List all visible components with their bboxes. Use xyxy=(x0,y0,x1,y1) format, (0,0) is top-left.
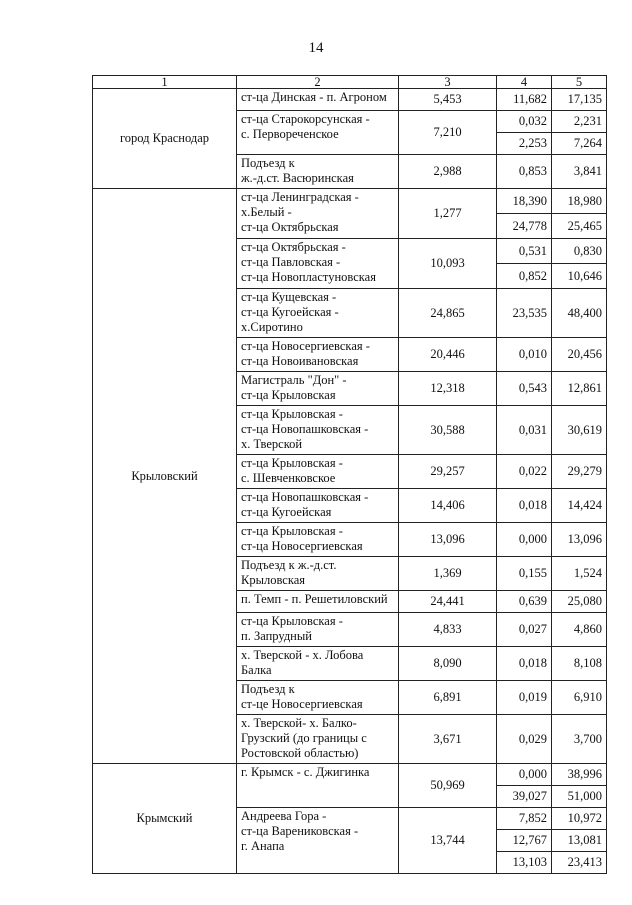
road-name-cell xyxy=(237,489,399,523)
road-name-line: х.Сиротино xyxy=(241,320,303,334)
road-name-line: ст-ца Крыловская - xyxy=(241,407,343,421)
region-cell: Крымский xyxy=(93,764,237,874)
table-row xyxy=(93,189,607,214)
road-name-line: ст-ца Динская - п. Агроном xyxy=(241,90,387,104)
column-header: 4 xyxy=(497,76,552,89)
length-cell: 24,441 xyxy=(399,591,497,613)
road-name-cell xyxy=(237,455,399,489)
km-start-cell: 0,029 xyxy=(497,715,552,764)
road-name-line: с. Шевченковское xyxy=(241,471,336,485)
km-start-cell: 0,000 xyxy=(497,523,552,557)
length-cell: 13,096 xyxy=(399,523,497,557)
road-name-line: Балка xyxy=(241,663,272,677)
road-name-cell xyxy=(237,406,399,455)
km-start-cell: 13,103 xyxy=(497,852,552,874)
length-cell: 10,093 xyxy=(399,239,497,289)
km-start-cell: 0,032 xyxy=(497,111,552,133)
road-name-line: ст-ца Новопашковская - xyxy=(241,422,369,436)
road-name-line: ст-ца Крыловская - xyxy=(241,614,343,628)
road-name-line: ст-ца Новопашковская - xyxy=(241,490,369,504)
length-cell: 1,369 xyxy=(399,557,497,591)
km-end-cell: 51,000 xyxy=(552,786,607,808)
length-cell: 5,453 xyxy=(399,89,497,111)
km-end-cell: 29,279 xyxy=(552,455,607,489)
km-end-cell: 17,135 xyxy=(552,89,607,111)
length-cell: 6,891 xyxy=(399,681,497,715)
road-name-line: ст-ца Старокорсунская - xyxy=(241,112,370,126)
road-name-line: ст-ца Крыловская xyxy=(241,388,336,402)
km-end-cell: 8,108 xyxy=(552,647,607,681)
road-name-line: х. Тверской - х. Лобова xyxy=(241,648,364,662)
road-name-line: Грузский (до границы с xyxy=(241,731,367,745)
road-name-cell xyxy=(237,764,399,808)
column-header: 2 xyxy=(237,76,399,89)
road-name-cell xyxy=(237,89,399,111)
road-name-line: г. Анапа xyxy=(241,839,285,853)
km-start-cell: 7,852 xyxy=(497,808,552,830)
road-name-line: ст-ца Крыловская - xyxy=(241,456,343,470)
km-end-cell: 3,841 xyxy=(552,155,607,189)
road-name-line: Андреева Гора - xyxy=(241,809,327,823)
km-end-cell: 20,456 xyxy=(552,338,607,372)
road-name-line: ст-ца Октябрьская xyxy=(241,220,339,234)
road-name-line: п. Темп - п. Решетиловский xyxy=(241,592,388,606)
km-end-cell: 13,096 xyxy=(552,523,607,557)
km-start-cell: 0,000 xyxy=(497,764,552,786)
length-cell: 29,257 xyxy=(399,455,497,489)
road-name-line: х. Тверской- х. Балко- xyxy=(241,716,357,730)
road-name-line: ст-ца Кугоейская xyxy=(241,505,332,519)
road-name-line: ст-ца Новосергиевская xyxy=(241,539,363,553)
road-name-cell xyxy=(237,647,399,681)
road-name-line: Крыловская xyxy=(241,573,306,587)
road-name-cell xyxy=(237,715,399,764)
road-name-cell xyxy=(237,557,399,591)
km-end-cell: 13,081 xyxy=(552,830,607,852)
length-cell: 8,090 xyxy=(399,647,497,681)
region-cell: город Краснодар xyxy=(93,89,237,189)
road-name-cell xyxy=(237,591,399,613)
page-number: 14 xyxy=(308,40,324,56)
table-row xyxy=(93,89,607,111)
length-cell: 7,210 xyxy=(399,111,497,155)
road-name-cell xyxy=(237,338,399,372)
km-start-cell: 11,682 xyxy=(497,89,552,111)
road-name-cell xyxy=(237,111,399,155)
column-header: 1 xyxy=(93,76,237,89)
length-cell: 13,744 xyxy=(399,808,497,874)
road-name-line: Ростовской областью) xyxy=(241,746,359,760)
road-name-cell xyxy=(237,613,399,647)
km-start-cell: 23,535 xyxy=(497,289,552,338)
road-name-line: ст-ца Ленинградская - xyxy=(241,190,359,204)
road-name-line: ст-ца Новосергиевская - xyxy=(241,339,370,353)
length-cell: 20,446 xyxy=(399,338,497,372)
km-start-cell: 0,022 xyxy=(497,455,552,489)
road-name-line: ж.-д.ст. Васюринская xyxy=(241,171,354,185)
km-end-cell: 12,861 xyxy=(552,372,607,406)
km-start-cell: 12,767 xyxy=(497,830,552,852)
road-name-cell xyxy=(237,372,399,406)
length-cell: 50,969 xyxy=(399,764,497,808)
km-end-cell: 7,264 xyxy=(552,133,607,155)
road-name-cell xyxy=(237,523,399,557)
km-end-cell: 10,972 xyxy=(552,808,607,830)
km-start-cell: 18,390 xyxy=(497,189,552,214)
km-end-cell: 38,996 xyxy=(552,764,607,786)
km-start-cell: 0,531 xyxy=(497,239,552,264)
km-start-cell: 0,031 xyxy=(497,406,552,455)
km-end-cell: 48,400 xyxy=(552,289,607,338)
km-end-cell: 25,080 xyxy=(552,591,607,613)
km-start-cell: 0,019 xyxy=(497,681,552,715)
road-name-cell xyxy=(237,808,399,874)
km-end-cell: 25,465 xyxy=(552,214,607,239)
length-cell: 30,588 xyxy=(399,406,497,455)
km-start-cell: 0,010 xyxy=(497,338,552,372)
km-start-cell: 0,018 xyxy=(497,647,552,681)
km-end-cell: 6,910 xyxy=(552,681,607,715)
length-cell: 4,833 xyxy=(399,613,497,647)
road-name-line: х. Тверской xyxy=(241,437,303,451)
column-header: 3 xyxy=(399,76,497,89)
road-name-line: ст-ца Варениковская - xyxy=(241,824,359,838)
km-end-cell: 14,424 xyxy=(552,489,607,523)
table-body xyxy=(93,89,607,874)
length-cell: 3,671 xyxy=(399,715,497,764)
road-name-cell xyxy=(237,189,399,239)
km-start-cell: 39,027 xyxy=(497,786,552,808)
road-name-line: ст-ца Новоивановская xyxy=(241,354,359,368)
km-start-cell: 0,852 xyxy=(497,264,552,289)
length-cell: 1,277 xyxy=(399,189,497,239)
km-end-cell: 0,830 xyxy=(552,239,607,264)
road-name-line: ст-ца Крыловская - xyxy=(241,524,343,538)
roads-table xyxy=(92,75,607,874)
road-name-line: ст-ца Новопластуновская xyxy=(241,270,376,284)
road-name-cell xyxy=(237,155,399,189)
km-end-cell: 4,860 xyxy=(552,613,607,647)
km-start-cell: 0,155 xyxy=(497,557,552,591)
road-name-cell xyxy=(237,239,399,289)
road-name-line: Подъезд к xyxy=(241,156,295,170)
length-cell: 14,406 xyxy=(399,489,497,523)
road-name-line: ст-ца Кущевская - xyxy=(241,290,337,304)
road-name-line: Подъезд к ж.-д.ст. xyxy=(241,558,337,572)
road-name-line: ст-ца Павловская - xyxy=(241,255,341,269)
road-name-line: г. Крымск - с. Джигинка xyxy=(241,765,370,779)
table-header-row xyxy=(93,76,607,89)
km-start-cell: 0,027 xyxy=(497,613,552,647)
road-name-cell xyxy=(237,289,399,338)
road-name-line: х.Белый - xyxy=(241,205,292,219)
km-end-cell: 10,646 xyxy=(552,264,607,289)
road-name-line: ст-ца Октябрьская - xyxy=(241,240,346,254)
length-cell: 12,318 xyxy=(399,372,497,406)
km-start-cell: 0,543 xyxy=(497,372,552,406)
km-end-cell: 1,524 xyxy=(552,557,607,591)
region-cell: Крыловский xyxy=(93,189,237,764)
length-cell: 24,865 xyxy=(399,289,497,338)
road-name-line: Магистраль "Дон" - xyxy=(241,373,347,387)
road-name-line: ст-це Новосергиевская xyxy=(241,697,363,711)
road-name-cell xyxy=(237,681,399,715)
column-header: 5 xyxy=(552,76,607,89)
km-end-cell: 3,700 xyxy=(552,715,607,764)
km-end-cell: 30,619 xyxy=(552,406,607,455)
table-row xyxy=(93,764,607,786)
road-name-line: ст-ца Кугоейская - xyxy=(241,305,339,319)
road-name-line: п. Запрудный xyxy=(241,629,312,643)
km-start-cell: 24,778 xyxy=(497,214,552,239)
road-name-line: Подъезд к xyxy=(241,682,295,696)
km-end-cell: 23,413 xyxy=(552,852,607,874)
km-start-cell: 0,018 xyxy=(497,489,552,523)
km-end-cell: 2,231 xyxy=(552,111,607,133)
length-cell: 2,988 xyxy=(399,155,497,189)
km-end-cell: 18,980 xyxy=(552,189,607,214)
road-name-line: с. Первореченское xyxy=(241,127,339,141)
km-start-cell: 0,639 xyxy=(497,591,552,613)
km-start-cell: 0,853 xyxy=(497,155,552,189)
km-start-cell: 2,253 xyxy=(497,133,552,155)
